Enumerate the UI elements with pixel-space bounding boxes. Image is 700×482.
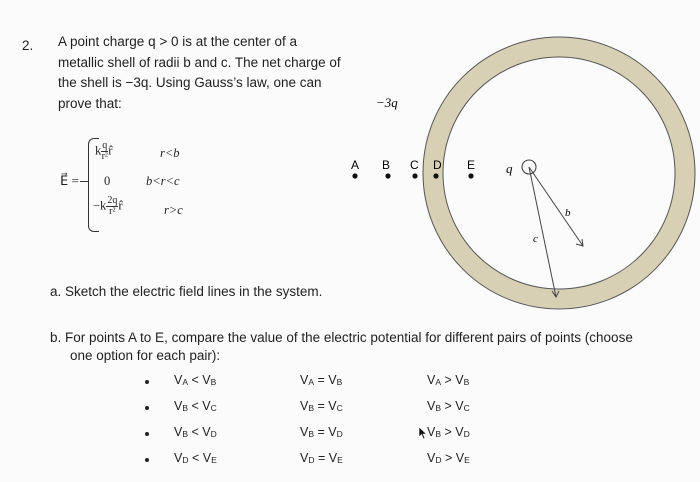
field-case-1-condition: r<b (160, 146, 180, 160)
option-equal[interactable]: $V_B = V_D$ (300, 425, 343, 439)
problem-number: 2. (22, 38, 34, 53)
part-b-question (50, 329, 650, 365)
option-greater[interactable]: $V_A > V_B$ (427, 373, 470, 387)
center-charge-label: q (506, 161, 513, 176)
point-B-label: B (382, 158, 391, 172)
bullet (145, 458, 149, 462)
bullet (145, 380, 149, 384)
intro-line: metallic shell of radii b and c. The net charge of (58, 54, 341, 70)
radius-b-label: b (565, 207, 571, 219)
field-case-2-expr: 0 (104, 174, 111, 188)
point-C-label: C (410, 158, 419, 172)
intro-line: prove that: (58, 95, 122, 111)
option-row (0, 425, 700, 445)
option-equal[interactable]: $V_B = V_C$ (300, 399, 343, 413)
part-b-line: b. For points A to E, compare the value of the electric potential for different pairs of points (choose (50, 330, 633, 345)
option-less[interactable]: $V_A < V_B$ (174, 373, 217, 387)
fraction: $\frac{q}{\text{r²}}$ (101, 140, 108, 162)
option-greater[interactable]: $V_B > V_C$ (427, 399, 470, 413)
piecewise-brace-tip (80, 181, 88, 182)
fraction: $\frac{2q}{\text{r²}}$ (107, 195, 118, 217)
shell-diagram (320, 10, 700, 320)
metallic-shell (423, 37, 695, 309)
bullet (145, 432, 149, 436)
point-A-dot (352, 173, 357, 178)
point-D-label: D (433, 158, 442, 172)
intro-line: A point charge q > 0 is at the center of a (58, 34, 298, 49)
field-case-1-expr: k $\frac{q}{\text{r²}}r̂$ (95, 140, 113, 162)
point-E-label: E (467, 158, 476, 172)
field-case-3-expr: −k $\frac{2q}{\text{r²}}r̂$ (93, 195, 123, 217)
field-case-3-condition: r>c (164, 203, 183, 217)
shell-charge-label: −3q (376, 95, 398, 110)
option-row (0, 399, 700, 419)
option-row (0, 451, 700, 471)
option-equal[interactable]: $V_A = V_B$ (300, 373, 343, 387)
point-A-label: A (351, 158, 360, 172)
field-case-2-condition: b<r<c (146, 174, 180, 188)
option-less[interactable]: $V_D < V_E$ (174, 451, 217, 465)
option-row (0, 373, 700, 393)
intro-line: the shell is −3q. Using Gauss’s law, one can (58, 75, 322, 90)
point-C-dot (412, 173, 417, 178)
field-lhs: E⃗ = (60, 173, 79, 188)
option-less[interactable]: $V_B < V_D$ (174, 425, 217, 439)
point-D-dot (433, 173, 438, 178)
part-a-question: a. Sketch the electric field lines in the system. (50, 284, 323, 299)
radius-c-label: c (533, 233, 538, 245)
option-greater[interactable]: $V_D > V_E$ (427, 451, 470, 465)
point-B-dot (385, 173, 390, 178)
part-b-line: one option for each pair): (70, 348, 221, 363)
point-E-dot (468, 173, 473, 178)
option-equal[interactable]: $V_D = V_E$ (300, 451, 343, 465)
option-less[interactable]: $V_B < V_C$ (174, 399, 217, 413)
option-greater[interactable]: $V_B > V_D$ (427, 425, 470, 439)
problem-statement (58, 32, 358, 114)
bullet (145, 406, 149, 410)
